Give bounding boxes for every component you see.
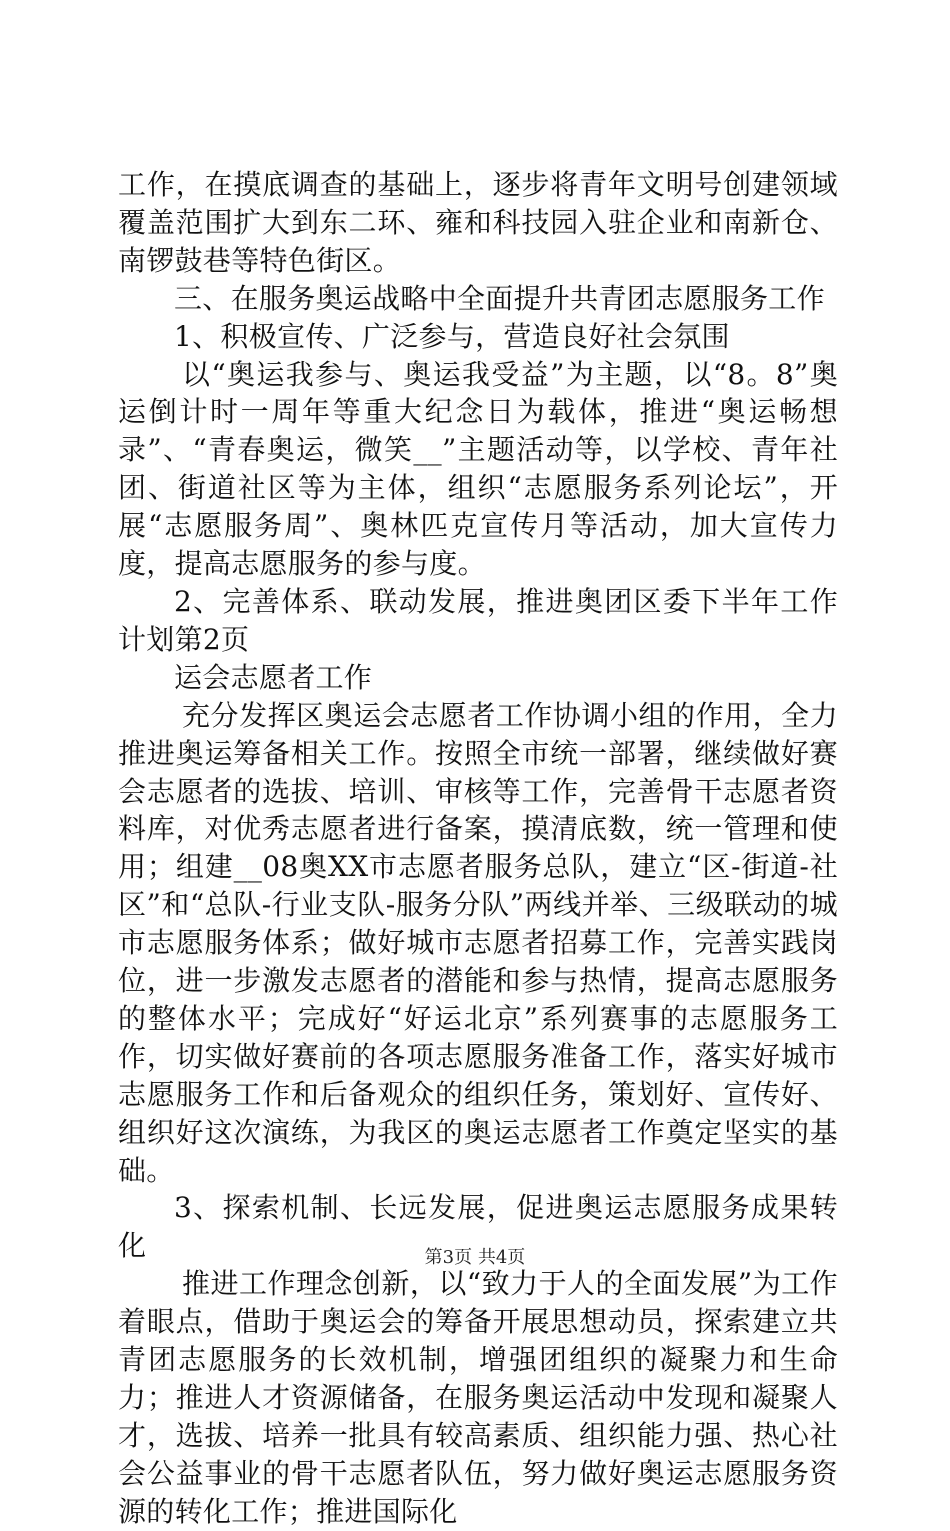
paragraph-3: 充分发挥区奥运会志愿者工作协调小组的作用，全力推进奥运筹备相关工作。按照全市统一部署，继续做好赛会志愿者的选拔、培训、审核等工作，完善骨干志愿者资料库，对优秀志愿者进行备案，摸清底数，统一管理和使用；组建__08奥XX市志愿者服务总队，建立“区-街道-社区”和“总队-行业支队-服务分队”两线并举、三级联动的城市志愿服务体系；做好城市志愿者招募工作，完善实践岗位，进一步激发志愿者的潜能和参与热情，提高志愿服务的整体水平；完成好“好运北京”系列赛事的志愿服务工作，切实做好赛前的各项志愿服务准备工作，落实好城市志愿服务工作和后备观众的组织任务，策划好、宣传好、组织好这次演练，为我区的奥运志愿者工作奠定坚实的基础。: [118, 698, 838, 1187]
paragraph-4: 推进工作理念创新，以“致力于人的全面发展”为工作着眼点，借助于奥运会的筹备开展思想动员，探索建立共青团志愿服务的长效机制，增强团组织的凝聚力和生命力；推进人才资源储备，在服务奥运活动中发现和凝聚人才，选拔、培养一批具有较高素质、组织能力强、热心社会公益事业的骨干志愿者队伍，努力做好奥运志愿服务资源的转化工作；推进国际化: [118, 1267, 838, 1528]
document-body: [118, 166, 838, 1531]
section-heading-3: 三、在服务奥运战略中全面提升共青团志愿服务工作: [174, 281, 825, 315]
subheading-3: 3、探索机制、长远发展，促进奥运志愿服务成果转化: [118, 1191, 838, 1263]
paragraph-1: 工作，在摸底调查的基础上，逐步将青年文明号创建领域覆盖范围扩大到东二环、雍和科技园入驻企业和南新仓、南锣鼓巷等特色街区。: [118, 168, 838, 277]
subheading-1: 1、积极宣传、广泛参与，营造良好社会氛围: [174, 319, 730, 353]
page-footer: 第3页 共4页: [424, 1247, 526, 1268]
paragraph-2: 以“奥运我参与、奥运我受益”为主题，以“8。8”奥运倒计时一周年等重大纪念日为载体，推进“奥运畅想录”、“青春奥运，微笑__”主题活动等，以学校、青年社团、街道社区等为主体，组织“志愿服务系列论坛”，开展“志愿服务周”、奥林匹克宣传月等活动，加大宣传力度，提高志愿服务的参与度。: [118, 357, 838, 581]
subheading-2: 2、完善体系、联动发展，推进奥团区委下半年工作计划第2页: [118, 584, 838, 656]
subheading-2-continued: 运会志愿者工作: [174, 660, 373, 694]
